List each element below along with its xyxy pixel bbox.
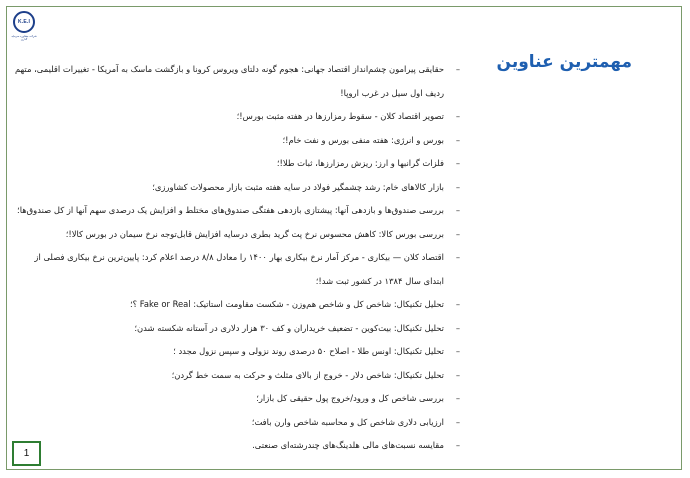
headline-text: بورس و انرژی: هفته منفی بورس و نفت خام!؛: [282, 134, 444, 145]
bullet-dash-icon: –: [455, 181, 460, 192]
headline-item: [14, 176, 460, 200]
headline-item: [14, 58, 460, 105]
headline-text: بررسی بورس کالا: کاهش محسوس نرخ پت گرید بطری درسایه افزایش قابل‌توجه نرخ سیمان در بورس کالا!؛: [65, 228, 444, 239]
headline-item: [14, 317, 460, 341]
headline-text: تحلیل تکنیکال: شاخص کل و شاخص هم‌وزن - شکست مقاومت استاتیک: Fake or Real ؟؛: [130, 299, 444, 309]
headline-item: [14, 364, 460, 388]
headline-item: [14, 387, 460, 411]
logo-initials: K.E.I: [17, 19, 31, 25]
headline-text: تحلیل تکنیکال: شاخص دلار - خروج از بالای مثلث و حرکت به سمت خط گردن؛: [171, 369, 444, 380]
company-logo: [11, 11, 37, 45]
headline-item: [14, 152, 460, 176]
headline-item: [14, 434, 460, 458]
headline-item: [14, 340, 460, 364]
headline-text: تصویر اقتصاد کلان - سقوط رمزارزها در هفته مثبت بورس!؛: [236, 111, 444, 121]
bullet-dash-icon: –: [455, 134, 460, 145]
bullet-dash-icon: –: [455, 205, 460, 215]
bullet-dash-icon: –: [455, 111, 460, 121]
bullet-dash-icon: –: [455, 440, 460, 450]
headline-text: حقایقی پیرامون چشم‌انداز اقتصاد جهانی: هجوم گونه دلتای ویروس کرونا و بازگشت ماسک به آمریکا - تغییرات اقلیمی، متهم ردیف اول سیل در غرب اروپا!: [14, 64, 444, 98]
headline-text: بررسی شاخص کل و ورود/خروج پول حقیقی کل بازار؛: [256, 393, 444, 403]
bullet-dash-icon: –: [455, 252, 460, 262]
headline-item: [14, 246, 460, 293]
bullet-dash-icon: –: [455, 158, 460, 168]
bullet-dash-icon: –: [455, 416, 460, 427]
page-number: 1: [12, 441, 41, 466]
headline-item: [14, 293, 460, 317]
bullet-dash-icon: –: [455, 64, 460, 74]
headline-item: [14, 411, 460, 435]
headline-item: [14, 199, 460, 223]
headline-list: [14, 58, 460, 458]
logo-emblem-icon: [13, 11, 35, 33]
headline-text: اقتصاد کلان — بیکاری - مرکز آمار نرخ بیکاری بهار ۱۴۰۰ را معادل ۸/۸ درصد اعلام کرد: پایین‌ترین نرخ بیکاری فصلی از ابتدای سال ۱۳۸۴ در کشور ثبت شد!؛: [34, 252, 444, 286]
headline-item: [14, 129, 460, 153]
bullet-dash-icon: –: [455, 369, 460, 380]
bullet-dash-icon: –: [455, 322, 460, 333]
bullet-dash-icon: –: [455, 346, 460, 356]
headline-text: ارزیابی دلاری شاخص کل و محاسبه شاخص وارن بافت؛: [251, 416, 444, 427]
bullet-dash-icon: –: [455, 393, 460, 403]
logo-caption: شرکت مشاوره سرمایه گذاری: [11, 35, 37, 41]
headline-text: تحلیل تکنیکال: اونس طلا - اصلاح ۵۰ درصدی روند نزولی و سپس نزول مجدد ؛: [173, 346, 444, 356]
headline-item: [14, 223, 460, 247]
page-title: مهمترین عناوین: [496, 52, 632, 72]
bullet-dash-icon: –: [455, 299, 460, 309]
headline-text: بررسی صندوق‌ها و بازدهی آنها: پیشتازی بازدهی هفتگی صندوق‌های مختلط و افزایش یک درصدی سهم آنها از کل صندوق‌ها؛: [17, 205, 444, 215]
headline-text: فلزات گرانبها و ارز: ریزش رمزارزها، ثبات طلا!؛: [276, 158, 444, 168]
headline-item: [14, 105, 460, 129]
bullet-dash-icon: –: [455, 228, 460, 239]
headline-text: بازار کالاهای خام: رشد چشمگیر فولاد در سایه هفته مثبت بازار محصولات کشاورزی؛: [152, 181, 444, 192]
headline-text: مقایسه نسبت‌های مالی هلدینگ‌های چندرشته‌ای صنعتی.: [252, 440, 444, 450]
headline-text: تحلیل تکنیکال: بیت‌کوین - تضعیف خریداران و کف ۳۰ هزار دلاری در آستانه شکسته شدن؛: [134, 322, 444, 333]
